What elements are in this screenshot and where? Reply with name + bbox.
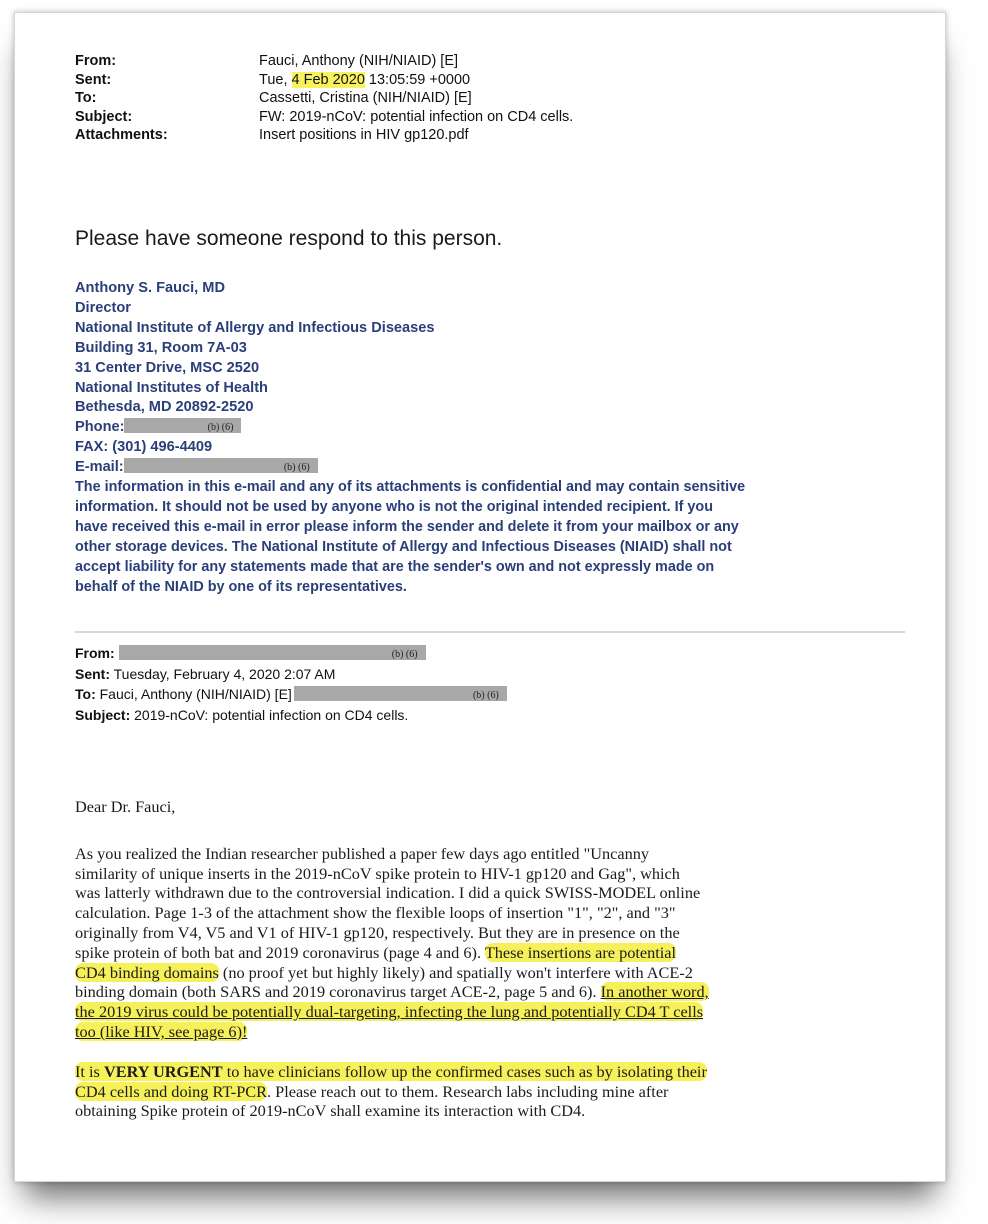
sig-institutes: National Institutes of Health: [75, 379, 268, 396]
email-label: E-mail:: [75, 459, 124, 476]
sent-pre: Tue,: [259, 71, 292, 88]
email-redaction: [124, 458, 318, 473]
highlighted-text: These insertions are potential: [484, 942, 677, 962]
body-line: calculation. Page 1-3 of the attachment show the flexible loops of insertion "1", "2", and "3": [75, 903, 676, 923]
body-line: obtaining Spike protein of 2019-nCoV shall examine its interaction with CD4.: [75, 1101, 586, 1121]
attachments-value: Insert positions in HIV gp120.pdf: [259, 127, 469, 144]
body-line: [75, 1082, 911, 1102]
sig-name: Anthony S. Fauci, MD: [75, 280, 225, 296]
redaction-code: (b) (6): [391, 649, 418, 660]
fwd-subject-value: 2019-nCoV: potential infection on CD4 cells.: [130, 706, 409, 723]
body-paragraph-1: [75, 844, 911, 1042]
body-line: was latterly withdrawn due to the controversial indication. I did a quick SWISS-MODEL online: [75, 883, 701, 903]
body-text: to have clinicians follow up the confirmed cases such as by isolating their: [222, 1061, 707, 1081]
confidentiality-disclaimer: [75, 478, 905, 597]
fwd-sent-row: [75, 664, 507, 685]
urgent-text: VERY URGENT: [103, 1061, 223, 1081]
fwd-subject-label: Subject:: [75, 706, 131, 723]
email-document: [14, 12, 946, 1182]
highlighted-underlined-text: too (like HIV, see page 6)!: [75, 1021, 248, 1041]
sig-building: Building 31, Room 7A-03: [75, 339, 247, 356]
to-label: To:: [75, 90, 97, 107]
phone-redaction: [124, 418, 241, 433]
forward-note: Please have someone respond to this person.: [75, 227, 503, 250]
email-body: [75, 797, 911, 1121]
body-text: . Please reach out to them. Research labs including mine after: [267, 1081, 669, 1101]
sig-phone: [75, 418, 905, 438]
fwd-from-redaction: [119, 645, 426, 660]
fwd-sent-value: Tuesday, February 4, 2020 2:07 AM: [110, 665, 336, 682]
highlighted-text: CD4 binding domains: [75, 962, 219, 982]
highlighted-text: CD4 cells and doing RT-PCR: [75, 1081, 267, 1101]
sent-label: Sent:: [75, 71, 112, 88]
email-signature: [75, 279, 905, 598]
disclaimer-line: have received this e-mail in error please inform the sender and delete it from your mailbox or any: [75, 518, 739, 535]
body-line: [75, 963, 911, 983]
body-line: [75, 1002, 911, 1022]
disclaimer-line: The information in this e-mail and any of its attachments is confidential and may contain sensitive: [75, 479, 746, 496]
fwd-to-row: [75, 684, 507, 705]
fwd-sent-label: Sent:: [75, 665, 110, 682]
body-text: binding domain (both SARS and 2019 coronavirus target ACE-2, page 5 and 6).: [75, 982, 601, 1002]
disclaimer-line: information. It should not be used by anyone who is not the original intended recipient. If you: [75, 498, 714, 515]
divider: [75, 631, 905, 633]
from-label: From:: [75, 53, 117, 69]
body-line: [75, 943, 911, 963]
body-line: As you realized the Indian researcher published a paper few days ago entitled "Uncanny: [75, 843, 650, 863]
forwarded-header: [75, 643, 507, 725]
redaction-code: (b) (6): [283, 462, 310, 474]
disclaimer-line: accept liability for any statements made that are the sender's own and not expressly made on: [75, 558, 715, 575]
subject-value: FW: 2019-nCoV: potential infection on CD4 cells.: [259, 108, 574, 125]
highlighted-text: [75, 1062, 707, 1081]
fwd-subject-row: [75, 705, 507, 726]
sig-email: [75, 458, 905, 478]
body-text: It is: [75, 1061, 104, 1081]
body-line: [75, 1062, 911, 1082]
body-line: [75, 1022, 911, 1042]
sig-city: Bethesda, MD 20892-2520: [75, 399, 254, 416]
disclaimer-line: behalf of the NIAID by one of its representatives.: [75, 578, 407, 595]
highlighted-underlined-text: In another word,: [600, 982, 709, 1002]
fwd-from-row: [75, 643, 507, 664]
sent-value: [259, 72, 470, 88]
redaction-code: (b) (6): [207, 422, 234, 434]
sig-fax: FAX: (301) 496-4409: [75, 439, 213, 456]
subject-label: Subject:: [75, 108, 133, 125]
sent-post: 13:05:59 +0000: [364, 71, 471, 88]
body-paragraph-2: [75, 1062, 911, 1121]
greeting: Dear Dr. Fauci,: [75, 797, 176, 816]
body-text: spike protein of both bat and 2019 coronavirus (page 4 and 6).: [75, 942, 485, 962]
body-line: [75, 982, 911, 1002]
sent-date-highlight: 4 Feb 2020: [291, 71, 365, 88]
sig-street: 31 Center Drive, MSC 2520: [75, 359, 260, 376]
fwd-to-label: To:: [75, 686, 96, 702]
fwd-to-redaction: [294, 686, 507, 701]
fwd-from-label: From:: [75, 645, 115, 661]
from-value: Fauci, Anthony (NIH/NIAID) [E]: [259, 53, 459, 69]
sig-title: Director: [75, 299, 131, 316]
attachments-label: Attachments:: [75, 127, 168, 144]
fwd-to-value: Fauci, Anthony (NIH/NIAID) [E]: [95, 686, 292, 702]
body-text: (no proof yet but highly likely) and spatially won't interfere with ACE-2: [218, 962, 693, 982]
phone-label: Phone:: [75, 419, 125, 436]
redaction-code: (b) (6): [472, 690, 499, 701]
disclaimer-line: other storage devices. The National Institute of Allergy and Infectious Diseases (NIAID) shall not: [75, 538, 732, 555]
body-line: similarity of unique inserts in the 2019-nCoV spike protein to HIV-1 gp120 and Gag", which: [75, 863, 680, 883]
body-line: originally from V4, V5 and V1 of HIV-1 gp120, respectively. But they are in presence on the: [75, 922, 680, 942]
to-value: Cassetti, Cristina (NIH/NIAID) [E]: [259, 90, 472, 107]
highlighted-underlined-text: the 2019 virus could be potentially dual-targeting, infecting the lung and potentially CD4 T cells: [75, 1002, 704, 1022]
sig-org: National Institute of Allergy and Infectious Diseases: [75, 319, 435, 336]
